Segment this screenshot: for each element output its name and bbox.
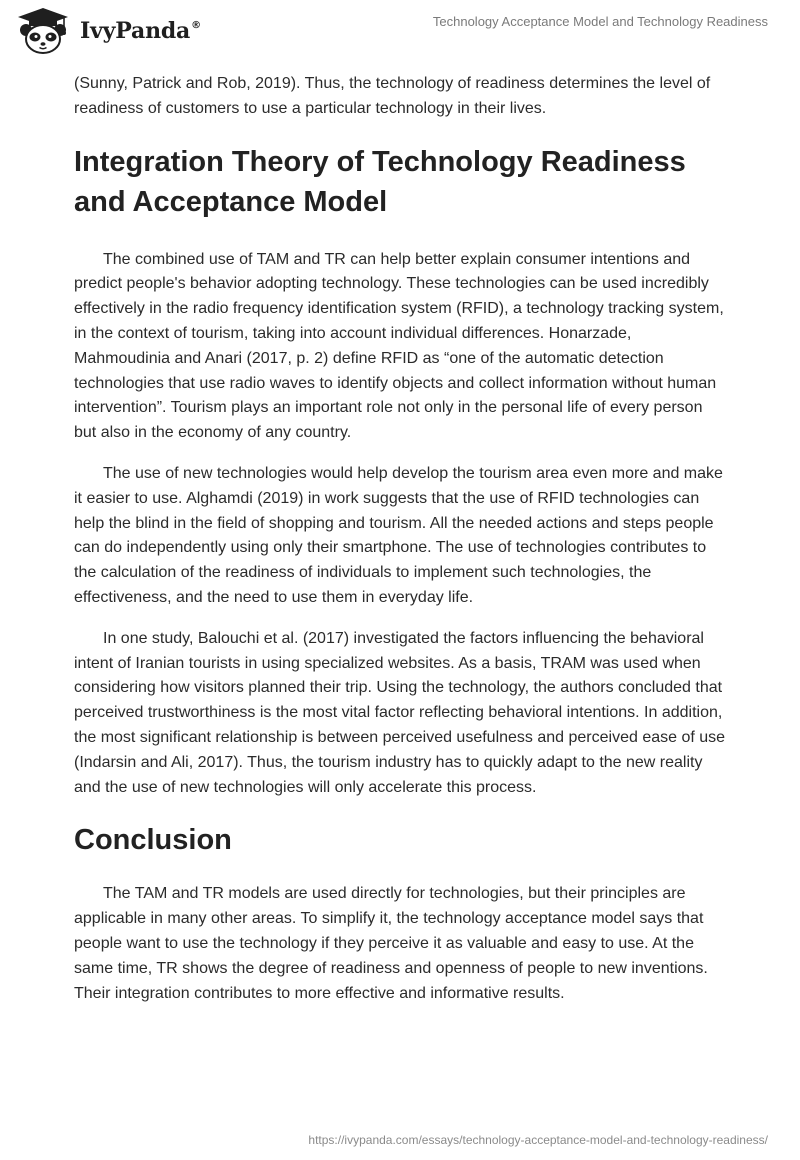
conclusion-paragraph-1: The TAM and TR models are used directly for technologies, but their principles are applicable in many other areas. To simplify it, the technology acceptance model says that people want to use the technology if they perceive it as valuable and easy to use. At the same time, TR shows the degree of readiness and openness of people to new inventions. Their integration contributes to more effective and informative results. [74,885,708,1002]
page-header [0,0,800,62]
integration-paragraph-2: The use of new technologies would help develop the tourism area even more and make it easier to use. Alghamdi (2019) in work suggests that the use of RFID technologies can help the blind in the field of shopping and tourism. All the needed actions and steps people can do independently using only their smartphone. The use of technologies contributes to the calculation of the readiness of individuals to implement such technologies, the effectiveness, and the need to use them in everyday life. [74,464,723,606]
brand-name: IvyPanda® [80,18,201,44]
document-title: Technology Acceptance Model and Technology Readiness [432,14,768,29]
intro-paragraph: (Sunny, Patrick and Rob, 2019). Thus, the technology of readiness determines the level of readiness of customers to use a particular technology in their lives. [74,75,711,117]
integration-paragraph-3: In one study, Balouchi et al. (2017) investigated the factors influencing the behavioral intent of Iranian tourists in using specialized websites. As a basis, TRAM was used when considering how visitors planned their trip. Using the technology, the authors concluded that perceived trustworthiness is the most vital factor reflecting behavioral intentions. In addition, the most significant relationship is between perceived usefulness and perceived ease of use (Indarsin and Ali, 2017). Thus, the tourism industry has to quickly adapt to the new reality and the use of new technologies will only accelerate this process. [74,629,726,796]
section-heading-conclusion: Conclusion [74,824,232,857]
panda-graduate-icon [14,6,72,56]
section-heading-integration: Integration Theory of Technology Readiness and Acceptance Model [74,145,686,218]
essay-content [74,72,728,1006]
integration-paragraph-1: The combined use of TAM and TR can help better explain consumer intentions and predict people's behavior adopting technology. These technologies can be used incredibly effectively in the radio frequency identification system (RFID), a technology tracking system, in the context of tourism, taking into account individual differences. Honarzade, Mahmoudinia and Anari (2017, p. 2) define RFID as “one of the automatic detection technologies that use radio waves to identify objects and collect information without human intervention”. Tourism plays an important role not only in the personal life of every person but also in the economy of any country. [74,250,724,442]
brand-logo[interactable] [14,6,201,56]
source-url[interactable]: https://ivypanda.com/essays/technology-acceptance-model-and-technology-readiness/ [308,1133,768,1147]
